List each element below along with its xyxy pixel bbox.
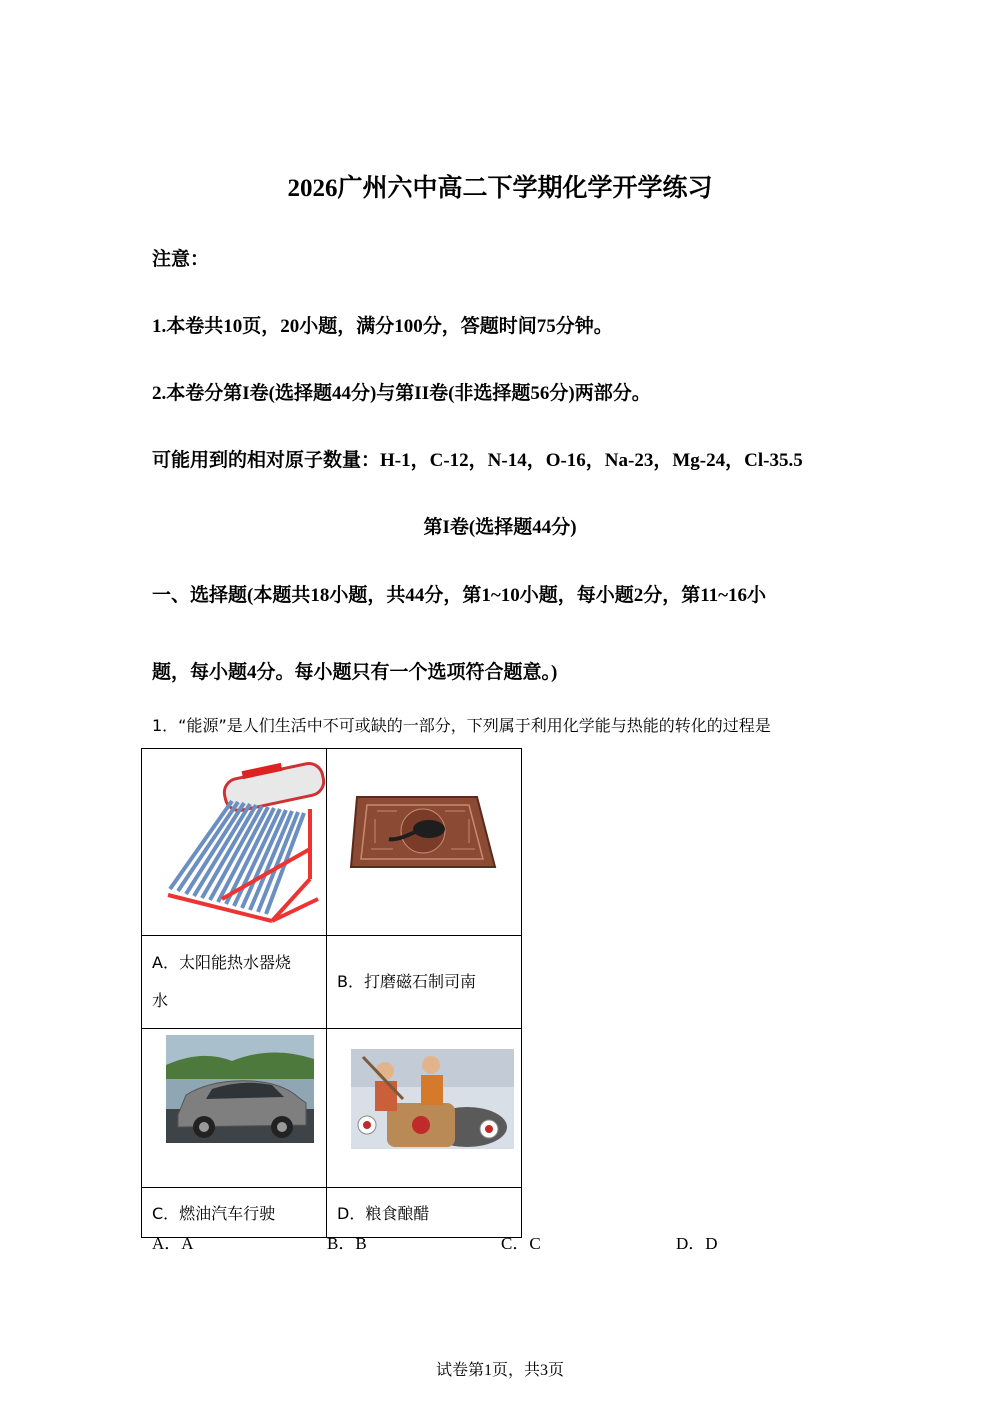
option-d-caption: D．粮食酿醋 [337,1204,430,1223]
atomic-masses: 可能用到的相对原子数量：H-1，C-12，N-14，O-16，Na-23，Mg-24，Cl-35.5 [152,450,803,471]
answer-option-c[interactable]: C．C [501,1234,541,1253]
compass-sinan-image [327,749,521,930]
section-instruction-line-1: 一、选择题(本题共18小题，共44分，第1~10小题，每小题2分，第11~16小 [152,585,767,606]
answer-option-a[interactable]: A．A [152,1234,194,1253]
options-table [141,748,522,1238]
vinegar-brewing-painting-image [327,1029,521,1182]
option-c-caption: C．燃油汽车行驶 [152,1204,276,1223]
option-a-caption-line-1: A．太阳能热水器烧 [152,953,291,972]
option-b-image-cell [327,749,522,936]
part-title: 第I卷(选择题44分) [423,517,577,538]
option-b-caption: B．打磨磁石制司南 [337,972,476,991]
answer-option-d[interactable]: D．D [676,1234,718,1253]
question-1-stem: 1．“能源”是人们生活中不可或缺的一部分，下列属于利用化学能与热能的转化的过程是 [152,716,771,735]
page-title: 2026广州六中高二下学期化学开学练习 [287,175,713,202]
page-footer: 试卷第1页，共3页 [435,1362,564,1379]
option-a-caption-line-2: 水 [152,991,169,1010]
option-a-caption-cell [142,936,327,1029]
option-c-image-cell [142,1029,327,1188]
notice-heading: 注意： [152,249,210,270]
option-b-caption-cell [327,936,522,1029]
option-a-image-cell [142,749,327,936]
answer-option-b[interactable]: B．B [327,1234,367,1253]
option-d-image-cell [327,1029,522,1188]
car-image [142,1029,326,1182]
solar-water-heater-image [142,749,326,930]
notice-line-2: 2.本卷分第I卷(选择题44分)与第II卷(非选择题56分)两部分。 [152,383,651,404]
section-instruction-line-2: 题，每小题4分。每小题只有一个选项符合题意。) [152,662,558,683]
notice-line-1: 1.本卷共10页，20小题，满分100分，答题时间75分钟。 [152,316,613,337]
